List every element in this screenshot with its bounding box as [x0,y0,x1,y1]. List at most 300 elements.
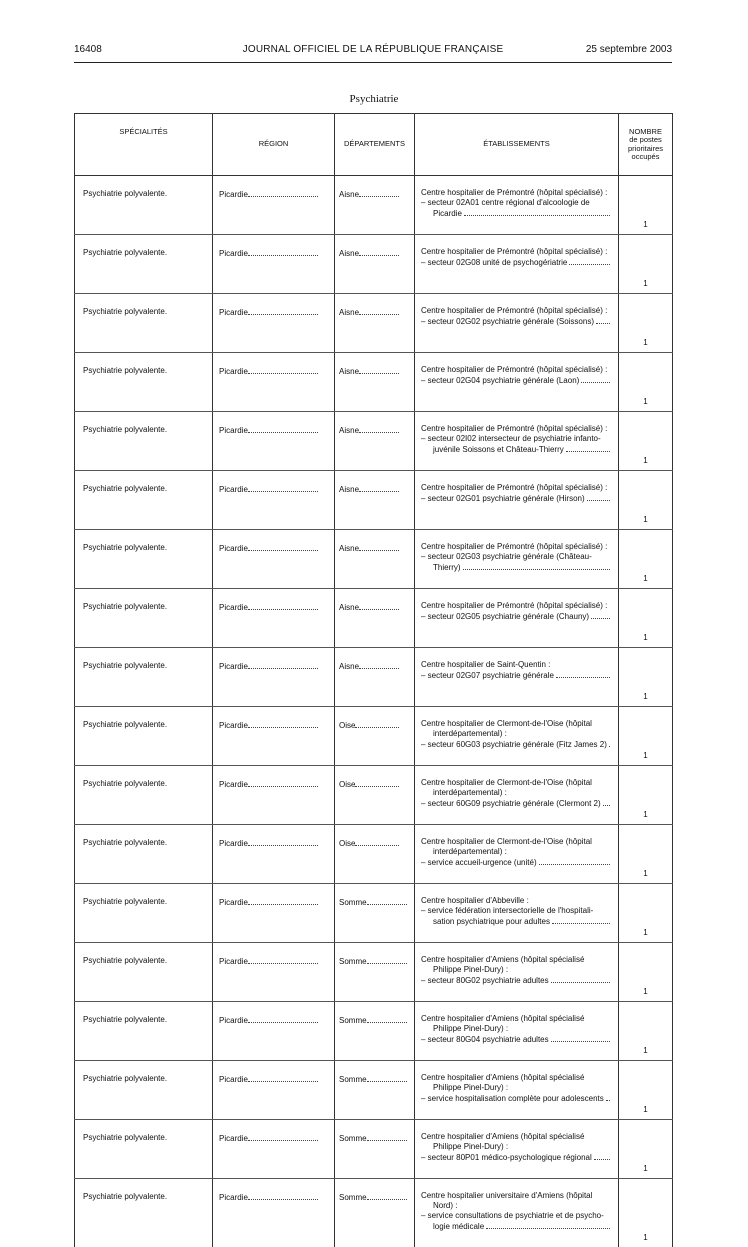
table-row [75,353,673,412]
leader-dots [359,425,399,433]
etablissement-text: – service accueil-urgence (unité) [421,858,537,867]
etablissement-text: Centre hospitalier de Prémontré (hôpital spécialisé) : [421,365,607,374]
etablissement-text: Centre hospitalier d'Amiens (hôpital spécialisé [421,1014,584,1023]
leader-dots [248,1192,318,1200]
leader-dots [248,307,318,315]
publication-date: 25 septembre 2003 [586,44,672,55]
leader-dots [551,975,610,983]
leader-dots [566,444,610,452]
etablissement-text: – secteur 02G04 psychiatrie générale (Laon) [421,376,579,385]
leader-dots [606,1093,610,1101]
specialite-text: Psychiatrie polyvalente. [83,1192,167,1201]
etablissement-line [421,837,612,847]
etablissement-line [421,660,612,670]
etablissement-text: – secteur 02G03 psychiatrie générale (Château- [421,552,592,561]
cell-departement [335,1179,415,1247]
leader-dots [367,1133,407,1141]
table-row [75,825,673,884]
cell-specialite [75,530,213,589]
cell-region [213,176,335,235]
etablissement-line [421,562,612,573]
header-nombre-line: de postes [619,136,672,145]
cell-departement [335,294,415,353]
specialite-text: Psychiatrie polyvalente. [83,1015,167,1024]
etablissement-text: Thierry) [433,563,461,572]
table-row [75,471,673,530]
etablissement-text: Centre hospitalier de Clermont-de-l'Oise (hôpital [421,719,592,728]
cell-region [213,707,335,766]
departement-text: Somme [339,1193,367,1202]
etablissement-text: Nord) : [433,1201,457,1210]
departement-text: Oise [339,839,355,848]
table-row [75,530,673,589]
etablissement-text: Centre hospitalier de Prémontré (hôpital spécialisé) : [421,483,607,492]
table-row [75,589,673,648]
leader-dots [248,661,318,669]
cell-region [213,353,335,412]
cell-etablissement [415,1120,619,1179]
nombre-value: 1 [643,515,647,524]
cell-departement [335,707,415,766]
cell-region [213,235,335,294]
specialite-text: Psychiatrie polyvalente. [83,189,167,198]
header-specialites: SPÉCIALITÉS [75,114,213,176]
cell-nombre [619,235,673,294]
leader-dots [355,720,399,728]
etablissement-text: – secteur 02G02 psychiatrie générale (Soissons) [421,317,594,326]
nombre-value: 1 [643,928,647,937]
etablissement-text: interdépartemental) : [433,788,507,797]
etablissement-line [421,1024,612,1034]
table-header-row [75,114,673,176]
postes-table [74,113,673,1247]
cell-region [213,825,335,884]
departement-text: Aisne [339,603,359,612]
etablissement-line [421,552,612,562]
cell-specialite [75,412,213,471]
etablissement-line [421,316,612,327]
region-text: Picardie [219,1193,248,1202]
cell-etablissement [415,766,619,825]
cell-region [213,589,335,648]
etablissement-text: – secteur 02G05 psychiatrie générale (Chauny) [421,612,589,621]
cell-nombre [619,412,673,471]
table-row [75,1179,673,1247]
etablissement-text: interdépartemental) : [433,847,507,856]
etablissement-text: Centre hospitalier de Prémontré (hôpital spécialisé) : [421,247,607,256]
etablissement-text: – secteur 60G09 psychiatrie générale (Clermont 2) [421,799,601,808]
cell-etablissement [415,707,619,766]
etablissement-line [421,306,612,316]
leader-dots [359,484,399,492]
cell-departement [335,943,415,1002]
cell-etablissement [415,943,619,1002]
region-text: Picardie [219,957,248,966]
leader-dots [569,257,610,265]
leader-dots [486,1221,610,1229]
table-row [75,1061,673,1120]
cell-region [213,412,335,471]
etablissement-line [421,208,612,219]
etablissement-text: Philippe Pinel-Dury) : [433,1142,508,1151]
region-text: Picardie [219,898,248,907]
etablissement-text: – secteur 02A01 centre régional d'alcoologie de [421,198,590,207]
etablissement-text: Centre hospitalier de Clermont-de-l'Oise (hôpital [421,778,592,787]
leader-dots [248,779,318,787]
cell-etablissement [415,235,619,294]
etablissement-line [421,670,612,681]
header-nombre [619,114,673,176]
cell-region [213,1120,335,1179]
leader-dots [248,366,318,374]
leader-dots [551,1034,610,1042]
nombre-value: 1 [643,692,647,701]
nombre-value: 1 [643,279,647,288]
etablissement-line [421,601,612,611]
cell-specialite [75,471,213,530]
etablissement-text: – service hospitalisation complète pour adolescents [421,1094,604,1103]
cell-departement [335,1120,415,1179]
leader-dots [596,316,610,324]
specialite-text: Psychiatrie polyvalente. [83,838,167,847]
cell-etablissement [415,1179,619,1247]
etablissement-text: logie médicale [433,1222,484,1231]
etablissement-line [421,493,612,504]
table-row [75,1120,673,1179]
leader-dots [248,1133,318,1141]
cell-region [213,766,335,825]
specialite-text: Psychiatrie polyvalente. [83,779,167,788]
nombre-value: 1 [643,751,647,760]
header-rule [74,62,672,63]
specialite-text: Psychiatrie polyvalente. [83,1074,167,1083]
table-row [75,294,673,353]
etablissement-text: Centre hospitalier de Prémontré (hôpital spécialisé) : [421,188,607,197]
cell-departement [335,766,415,825]
leader-dots [248,720,318,728]
cell-etablissement [415,530,619,589]
leader-dots [359,543,399,551]
cell-etablissement [415,471,619,530]
specialite-text: Psychiatrie polyvalente. [83,307,167,316]
header-etablissements: ÉTABLISSEMENTS [415,114,619,176]
leader-dots [248,1015,318,1023]
specialite-text: Psychiatrie polyvalente. [83,248,167,257]
cell-specialite [75,1061,213,1120]
postes-table-container [74,113,672,1247]
nombre-value: 1 [643,220,647,229]
cell-departement [335,176,415,235]
table-row [75,412,673,471]
departement-text: Aisne [339,426,359,435]
cell-departement [335,648,415,707]
cell-specialite [75,707,213,766]
page-header [74,44,672,58]
region-text: Picardie [219,485,248,494]
table-row [75,648,673,707]
cell-specialite [75,825,213,884]
leader-dots [359,307,399,315]
etablissement-text: Centre hospitalier d'Abbeville : [421,896,529,905]
cell-region [213,294,335,353]
cell-departement [335,235,415,294]
leader-dots [556,670,610,678]
etablissement-line [421,1211,612,1221]
cell-nombre [619,825,673,884]
leader-dots [248,543,318,551]
etablissement-line [421,542,612,552]
etablissement-text: – secteur 80P01 médico-psychologique régional [421,1153,592,1162]
etablissement-line [421,198,612,208]
table-row [75,884,673,943]
cell-nombre [619,648,673,707]
leader-dots [248,1074,318,1082]
etablissement-line [421,1221,612,1232]
etablissement-line [421,916,612,927]
table-row [75,943,673,1002]
cell-specialite [75,1002,213,1061]
header-nombre-line: NOMBRE [619,128,672,137]
leader-dots [248,838,318,846]
header-nombre-line: prioritaires [619,145,672,154]
cell-specialite [75,589,213,648]
etablissement-text: Picardie [433,209,462,218]
nombre-value: 1 [643,397,647,406]
etablissement-text: – secteur 02G08 unité de psychogériatrie [421,258,567,267]
table-row [75,1002,673,1061]
etablissement-text: Philippe Pinel-Dury) : [433,1024,508,1033]
leader-dots [552,916,610,924]
leader-dots [248,484,318,492]
region-text: Picardie [219,308,248,317]
table-row [75,707,673,766]
etablissement-line [421,955,612,965]
cell-etablissement [415,825,619,884]
etablissement-line [421,1014,612,1024]
cell-nombre [619,707,673,766]
departement-text: Aisne [339,367,359,376]
etablissement-line [421,1093,612,1104]
region-text: Picardie [219,544,248,553]
etablissement-text: Centre hospitalier de Prémontré (hôpital spécialisé) : [421,306,607,315]
cell-nombre [619,176,673,235]
departement-text: Oise [339,721,355,730]
nombre-value: 1 [643,1233,647,1242]
cell-departement [335,884,415,943]
cell-departement [335,412,415,471]
cell-departement [335,589,415,648]
etablissement-text: – secteur 80G02 psychiatrie adultes [421,976,549,985]
leader-dots [355,779,399,787]
etablissement-text: – secteur 02I02 intersecteur de psychiatrie infanto- [421,434,601,443]
etablissement-line [421,1201,612,1211]
leader-dots [248,956,318,964]
specialite-text: Psychiatrie polyvalente. [83,661,167,670]
cell-nombre [619,294,673,353]
etablissement-text: Centre hospitalier de Saint-Quentin : [421,660,550,669]
table-body [75,176,673,1247]
cell-region [213,1179,335,1247]
nombre-value: 1 [643,1046,647,1055]
cell-nombre [619,1061,673,1120]
specialite-text: Psychiatrie polyvalente. [83,956,167,965]
etablissement-text: interdépartemental) : [433,729,507,738]
leader-dots [359,248,399,256]
etablissement-line [421,798,612,809]
etablissement-text: Centre hospitalier d'Amiens (hôpital spécialisé [421,955,584,964]
cell-region [213,1061,335,1120]
departement-text: Aisne [339,544,359,553]
cell-nombre [619,589,673,648]
cell-nombre [619,530,673,589]
etablissement-text: Centre hospitalier de Prémontré (hôpital spécialisé) : [421,424,607,433]
cell-etablissement [415,353,619,412]
table-row [75,766,673,825]
region-text: Picardie [219,721,248,730]
etablissement-line [421,434,612,444]
leader-dots [359,189,399,197]
cell-etablissement [415,884,619,943]
etablissement-text: Centre hospitalier universitaire d'Amiens (hôpital [421,1191,592,1200]
cell-nombre [619,943,673,1002]
cell-etablissement [415,412,619,471]
region-text: Picardie [219,1134,248,1143]
etablissement-line [421,1073,612,1083]
etablissement-line [421,611,612,622]
leader-dots [367,956,407,964]
region-text: Picardie [219,190,248,199]
region-text: Picardie [219,662,248,671]
cell-departement [335,1002,415,1061]
leader-dots [359,602,399,610]
etablissement-line [421,896,612,906]
region-text: Picardie [219,780,248,789]
etablissement-text: Centre hospitalier de Prémontré (hôpital spécialisé) : [421,601,607,610]
etablissement-line [421,1083,612,1093]
cell-etablissement [415,1002,619,1061]
cell-nombre [619,1002,673,1061]
nombre-value: 1 [643,869,647,878]
nombre-value: 1 [643,810,647,819]
cell-departement [335,825,415,884]
etablissement-line [421,847,612,857]
leader-dots [603,798,610,806]
etablissement-line [421,1191,612,1201]
specialite-text: Psychiatrie polyvalente. [83,602,167,611]
etablissement-text: juvénile Soissons et Château-Thierry [433,445,564,454]
cell-etablissement [415,1061,619,1120]
cell-specialite [75,176,213,235]
etablissement-line [421,1132,612,1142]
departement-text: Somme [339,898,367,907]
nombre-value: 1 [643,987,647,996]
cell-nombre [619,353,673,412]
specialite-text: Psychiatrie polyvalente. [83,484,167,493]
etablissement-text: – secteur 02G07 psychiatrie générale [421,671,554,680]
leader-dots [581,375,610,383]
specialite-text: Psychiatrie polyvalente. [83,543,167,552]
leader-dots [248,897,318,905]
leader-dots [367,1192,407,1200]
header-departements: DÉPARTEMENTS [335,114,415,176]
section-caption: Psychiatrie [0,93,748,105]
cell-region [213,884,335,943]
etablissement-line [421,1152,612,1163]
etablissement-text: – service consultations de psychiatrie et de psycho- [421,1211,604,1220]
specialite-text: Psychiatrie polyvalente. [83,425,167,434]
leader-dots [367,897,407,905]
region-text: Picardie [219,1016,248,1025]
specialite-text: Psychiatrie polyvalente. [83,1133,167,1142]
cell-region [213,471,335,530]
etablissement-text: Philippe Pinel-Dury) : [433,965,508,974]
header-nombre-line: occupés [619,153,672,162]
etablissement-line [421,188,612,198]
cell-specialite [75,884,213,943]
etablissement-line [421,424,612,434]
departement-text: Somme [339,957,367,966]
etablissement-line [421,975,612,986]
cell-departement [335,471,415,530]
cell-region [213,530,335,589]
cell-specialite [75,1179,213,1247]
cell-etablissement [415,294,619,353]
departement-text: Oise [339,780,355,789]
cell-nombre [619,1120,673,1179]
leader-dots [464,208,610,216]
leader-dots [248,248,318,256]
specialite-text: Psychiatrie polyvalente. [83,897,167,906]
departement-text: Aisne [339,662,359,671]
page-number: 16408 [74,44,102,55]
cell-etablissement [415,648,619,707]
etablissement-line [421,739,612,750]
nombre-value: 1 [643,574,647,583]
leader-dots [463,562,610,570]
region-text: Picardie [219,1075,248,1084]
leader-dots [367,1015,407,1023]
departement-text: Aisne [339,249,359,258]
table-row [75,235,673,294]
etablissement-line [421,257,612,268]
etablissement-text: Centre hospitalier de Prémontré (hôpital spécialisé) : [421,542,607,551]
nombre-value: 1 [643,1105,647,1114]
etablissement-line [421,719,612,729]
cell-specialite [75,235,213,294]
leader-dots [248,425,318,433]
etablissement-line [421,1142,612,1152]
cell-departement [335,530,415,589]
leader-dots [591,611,610,619]
cell-etablissement [415,176,619,235]
etablissement-text: Centre hospitalier d'Amiens (hôpital spécialisé [421,1073,584,1082]
etablissement-text: – secteur 80G04 psychiatrie adultes [421,1035,549,1044]
nombre-value: 1 [643,1164,647,1173]
cell-nombre [619,884,673,943]
region-text: Picardie [219,839,248,848]
header-region: RÉGION [213,114,335,176]
etablissement-line [421,788,612,798]
cell-region [213,648,335,707]
etablissement-line [421,1034,612,1045]
cell-specialite [75,766,213,825]
leader-dots [355,838,399,846]
region-text: Picardie [219,367,248,376]
etablissement-line [421,778,612,788]
etablissement-text: sation psychiatrique pour adultes [433,917,550,926]
etablissement-line [421,729,612,739]
cell-departement [335,1061,415,1120]
